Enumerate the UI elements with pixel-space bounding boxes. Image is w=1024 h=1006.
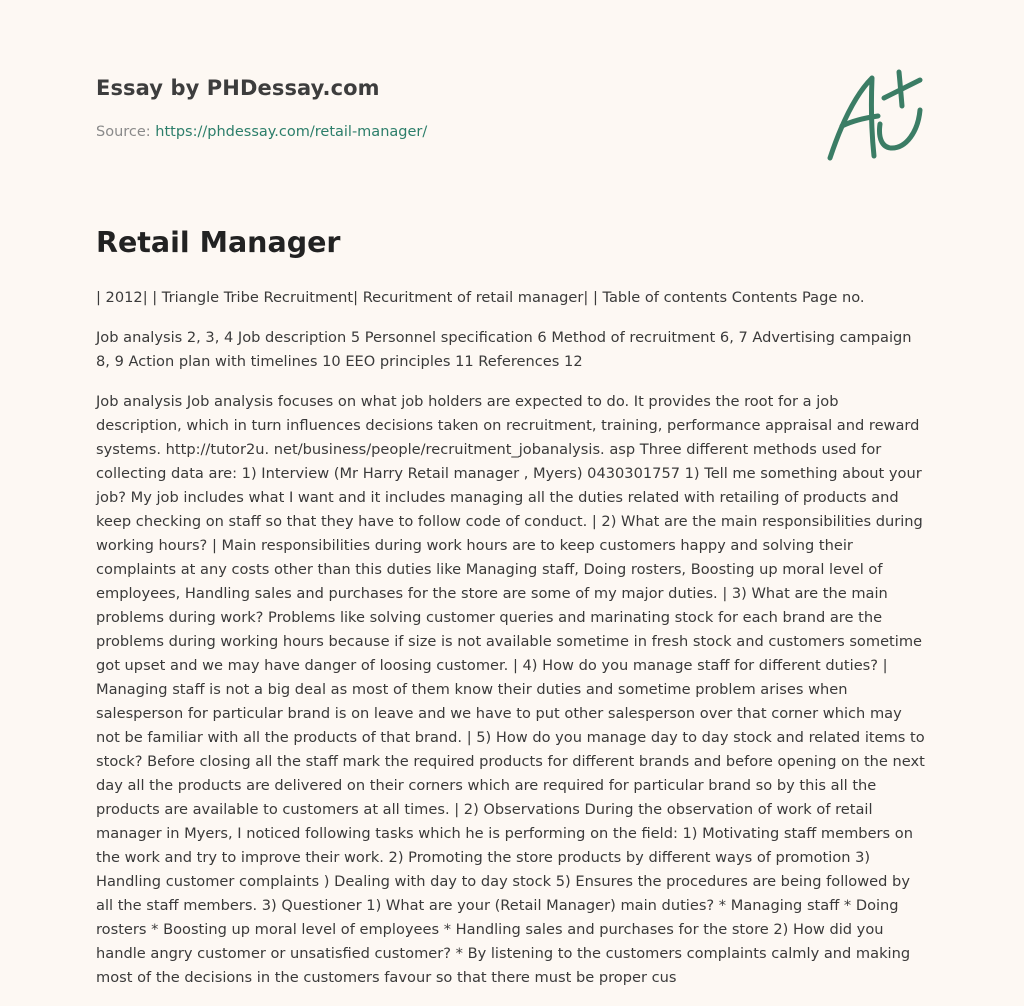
- site-title: Essay by PHDessay.com: [96, 76, 380, 100]
- essay-paragraph: Job analysis Job analysis focuses on what job holders are expected to do. It provides the root for a job description, which in turn influences decisions taken on recruitment, training, performance appraisal and reward systems. http://tutor2u. net/business/people/recruitment_jobanalysis. asp Three different methods used for collecting data are: 1) Interview (Mr Harry Retail manager , Myers) 0430301757 1) Tell me something about your job? My job includes what I want and it includes managing all the duties related with retailing of products and keep checking on staff so that they have to follow code of conduct. | 2) What are the main responsibilities during working hours? | Main responsibilities during work hours are to keep customers happy and solving their complaints at any costs other than this duties like Managing staff, Doing rosters, Boosting up moral level of employees, Handling sales and purchases for the store are some of my major duties. | 3) What are the main problems during work? Problems like solving customer queries and marinating stock for each brand are the problems during working hours because if size is not available sometime in fresh stock and customers sometime got upset and we may have danger of loosing customer. | 4) How do you manage staff for different duties? | Managing staff is not a big deal as most of them know their duties and sometime problem arises when salesperson for particular brand is on leave and we have to put other salesperson over that corner which may not be familiar with all the products of that brand. | 5) How do you manage day to day stock and related items to stock? Before closing all the staff mark the required products for different brands and before opening on the next day all the products are delivered on their corners which are required for particular brand so by this all the products are available to customers at all times. | 2) Observations During the observation of work of retail manager in Myers, I noticed following tasks which he is performing on the field: 1) Motivating staff members on the work and try to improve their work. 2) Promoting the store products by different ways of promotion 3) Handling customer complaints ) Dealing with day to day stock 5) Ensures the procedures are being followed by all the staff members. 3) Questioner 1) What are your (Retail Manager) main duties? * Managing staff * Doing rosters * Boosting up moral level of employees * Handling sales and purchases for the store 2) How did you handle angry customer or unsatisfied customer? * By listening to the customers complaints calmly and making most of the decisions in the customers favour so that there must be proper cus: [96, 393, 925, 986]
- source-line: [96, 124, 427, 140]
- source-link[interactable]: https://phdessay.com/retail-manager/: [155, 124, 428, 140]
- essay-title: Retail Manager: [96, 226, 341, 259]
- source-label: Source:: [96, 124, 151, 140]
- essay-paragraph: Job analysis 2, 3, 4 Job description 5 Personnel specification 6 Method of recruitment 6, 7 Advertising campaign 8, 9 Action plan with timelines 10 EEO principles 11 References 12: [96, 329, 912, 370]
- essay-paragraph: | 2012| | Triangle Tribe Recruitment| Recuritment of retail manager| | Table of contents Contents Page no.: [96, 289, 865, 306]
- essay-body: [96, 286, 928, 1006]
- a-plus-logo-icon: [820, 66, 930, 166]
